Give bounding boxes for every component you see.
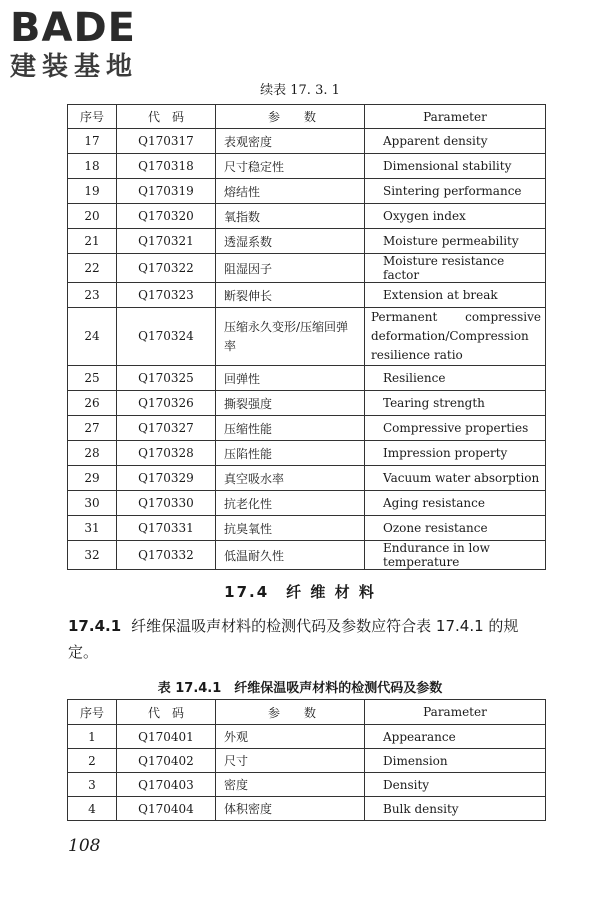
table-row: [68, 154, 546, 179]
cell-no: 27: [68, 416, 117, 441]
table-title: 表 17.4.1 纤维保温吸声材料的检测代码及参数: [157, 681, 443, 696]
cell-parameter-en: Apparent density: [365, 129, 546, 154]
cell-parameter-en: Permanent compressive deformation/Compression resilience ratio: [365, 308, 546, 366]
cell-code: Q170327: [117, 416, 216, 441]
cell-param: 压陷性能: [216, 441, 365, 466]
cell-no: 18: [68, 154, 117, 179]
cell-no: 23: [68, 283, 117, 308]
table-row: [68, 749, 546, 773]
cell-no: 26: [68, 391, 117, 416]
cell-parameter-en: Oxygen index: [365, 204, 546, 229]
table-continued-caption: 续表 17. 3. 1: [260, 83, 340, 98]
page-number: 108: [68, 836, 101, 856]
header-param: 参 数: [216, 700, 365, 725]
table-row: [68, 391, 546, 416]
cell-param: 真空吸水率: [216, 466, 365, 491]
cell-parameter-en: Aging resistance: [365, 491, 546, 516]
cell-parameter-en: Tearing strength: [365, 391, 546, 416]
table-row: [68, 308, 546, 366]
cell-code: Q170326: [117, 391, 216, 416]
cell-param: 压缩永久变形/压缩回弹率: [216, 308, 365, 366]
cell-no: 17: [68, 129, 117, 154]
cell-param: 密度: [216, 773, 365, 797]
cell-code: Q170322: [117, 254, 216, 283]
cell-parameter-en: Sintering performance: [365, 179, 546, 204]
cell-code: Q170317: [117, 129, 216, 154]
table-row: [68, 129, 546, 154]
cell-param: 氧指数: [216, 204, 365, 229]
cell-param: 尺寸: [216, 749, 365, 773]
cell-code: Q170404: [117, 797, 216, 821]
header-no: 序号: [68, 700, 117, 725]
cell-code: Q170324: [117, 308, 216, 366]
cell-param: 外观: [216, 725, 365, 749]
cell-parameter-en: Ozone resistance: [365, 516, 546, 541]
cell-param: 透湿系数: [216, 229, 365, 254]
header-code: 代 码: [117, 105, 216, 129]
table-row: [68, 441, 546, 466]
logo-text-cn: 建装基地: [10, 52, 139, 82]
cell-no: 24: [68, 308, 117, 366]
logo-text-en: BADE: [10, 5, 136, 51]
clause-text: 纤维保温吸声材料的检测代码及参数应符合表 17.4.1 的规定。: [68, 617, 519, 661]
cell-param: 体积密度: [216, 797, 365, 821]
cell-param: 抗老化性: [216, 491, 365, 516]
cell-no: 3: [68, 773, 117, 797]
cell-no: 29: [68, 466, 117, 491]
cell-no: 32: [68, 541, 117, 570]
cell-code: Q170401: [117, 725, 216, 749]
header-no: 序号: [68, 105, 117, 129]
cell-code: Q170320: [117, 204, 216, 229]
cell-no: 19: [68, 179, 117, 204]
cell-param: 熔结性: [216, 179, 365, 204]
table-row: [68, 466, 546, 491]
cell-no: 30: [68, 491, 117, 516]
table-row: [68, 516, 546, 541]
cell-param: 断裂伸长: [216, 283, 365, 308]
cell-param: 阻湿因子: [216, 254, 365, 283]
table-header-row: [68, 700, 546, 725]
cell-parameter-en: Density: [365, 773, 546, 797]
cell-parameter-en: Moisture resistance factor: [365, 254, 546, 283]
cell-no: 2: [68, 749, 117, 773]
cell-code: Q170403: [117, 773, 216, 797]
table-row: [68, 725, 546, 749]
table-row: [68, 773, 546, 797]
cell-parameter-en: Compressive properties: [365, 416, 546, 441]
cell-code: Q170321: [117, 229, 216, 254]
cell-code: Q170330: [117, 491, 216, 516]
cell-code: Q170318: [117, 154, 216, 179]
table-row: [68, 491, 546, 516]
table-row: [68, 797, 546, 821]
cell-param: 撕裂强度: [216, 391, 365, 416]
cell-parameter-en: Appearance: [365, 725, 546, 749]
cell-code: Q170319: [117, 179, 216, 204]
cell-parameter-en: Impression property: [365, 441, 546, 466]
table-row: [68, 229, 546, 254]
cell-parameter-en: Bulk density: [365, 797, 546, 821]
header-parameter-en: Parameter: [365, 700, 546, 725]
table-17-3-1-continued: [67, 104, 546, 570]
clause-paragraph: [68, 613, 548, 665]
cell-param: 尺寸稳定性: [216, 154, 365, 179]
cell-code: Q170325: [117, 366, 216, 391]
cell-code: Q170328: [117, 441, 216, 466]
table-header-row: [68, 105, 546, 129]
table-row: [68, 204, 546, 229]
cell-parameter-en: Endurance in low temperature: [365, 541, 546, 570]
cell-param: 压缩性能: [216, 416, 365, 441]
cell-param: 抗臭氧性: [216, 516, 365, 541]
table-row: [68, 254, 546, 283]
cell-no: 4: [68, 797, 117, 821]
table-row: [68, 416, 546, 441]
header-param: 参 数: [216, 105, 365, 129]
cell-param: 低温耐久性: [216, 541, 365, 570]
section-title: 17.4 纤 维 材 料: [224, 583, 376, 601]
table-row: [68, 179, 546, 204]
clause-number: 17.4.1: [68, 617, 122, 635]
cell-code: Q170332: [117, 541, 216, 570]
cell-parameter-en: Resilience: [365, 366, 546, 391]
cell-parameter-en: Dimensional stability: [365, 154, 546, 179]
cell-no: 28: [68, 441, 117, 466]
header-code: 代 码: [117, 700, 216, 725]
cell-no: 1: [68, 725, 117, 749]
cell-param: 回弹性: [216, 366, 365, 391]
cell-no: 21: [68, 229, 117, 254]
cell-parameter-en: Extension at break: [365, 283, 546, 308]
cell-parameter-en: Dimension: [365, 749, 546, 773]
cell-parameter-en: Vacuum water absorption: [365, 466, 546, 491]
cell-code: Q170323: [117, 283, 216, 308]
table-row: [68, 541, 546, 570]
cell-param: 表观密度: [216, 129, 365, 154]
cell-no: 31: [68, 516, 117, 541]
cell-code: Q170329: [117, 466, 216, 491]
cell-no: 20: [68, 204, 117, 229]
table-17-4-1: [67, 699, 546, 821]
cell-no: 25: [68, 366, 117, 391]
cell-no: 22: [68, 254, 117, 283]
cell-parameter-en: Moisture permeability: [365, 229, 546, 254]
header-parameter-en: Parameter: [365, 105, 546, 129]
watermark-logo: [10, 6, 180, 90]
cell-code: Q170402: [117, 749, 216, 773]
cell-code: Q170331: [117, 516, 216, 541]
table-row: [68, 366, 546, 391]
table-row: [68, 283, 546, 308]
